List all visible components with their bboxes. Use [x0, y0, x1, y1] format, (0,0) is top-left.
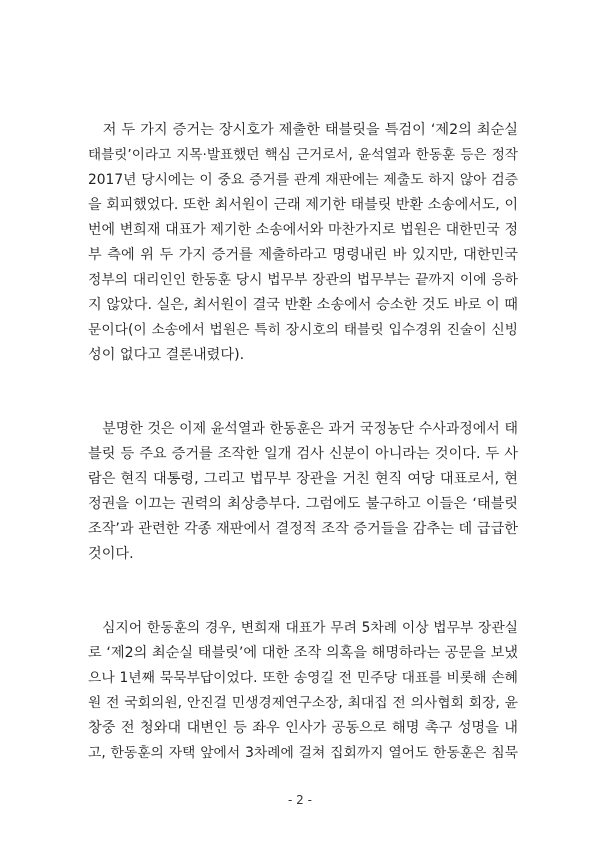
text-line: 고, 한동훈의 자택 앞에서 3차례에 걸쳐 집회까지 열어도 한동훈은 침묵 [88, 745, 518, 761]
text-line: 원 전 국회의원, 안진걸 민생경제연구소장, 최대집 전 의사협회 회장, 윤 [88, 695, 518, 711]
body-text [88, 118, 518, 766]
page-number: - 2 - [288, 793, 312, 807]
text-line: 2017년 당시에는 이 중요 증거를 관계 재판에는 제출도 하지 않아 검증 [88, 172, 518, 188]
text-line: 부 측에 위 두 가지 증거를 제출하라고 명령내린 바 있지만, 대한민국 [88, 247, 518, 263]
text-line: 지 않았다. 실은, 최서원이 결국 반환 소송에서 승소한 것도 바로 이 때 [88, 297, 518, 313]
text-line: 분명한 것은 이제 윤석열과 한동훈은 과거 국정농단 수사과정에서 태 [88, 421, 518, 437]
text-line: 람은 현직 대통령, 그리고 법무부 장관을 거친 현직 여당 대표로서, 현 [88, 471, 518, 487]
text-line: 저 두 가지 증거는 장시호가 제출한 태블릿을 특검이 ‘제2의 최순실 [88, 122, 518, 138]
paragraph-3 [88, 616, 518, 766]
text-line: 태블릿’이라고 지목·발표했던 핵심 근거로서, 윤석열과 한동훈 등은 정작 [88, 147, 518, 163]
text-line: 블릿 등 주요 증거를 조작한 일개 검사 신분이 아니라는 것이다. 두 사 [88, 446, 518, 462]
paragraph-spacer [88, 567, 518, 616]
paragraph-2 [88, 417, 518, 567]
text-line: 심지어 한동훈의 경우, 변희재 대표가 무려 5차례 이상 법무부 장관실 [88, 620, 518, 636]
text-line: 정권을 이끄는 권력의 최상층부다. 그럼에도 불구하고 이들은 ‘태블릿 [88, 496, 518, 512]
text-line: 창중 전 청와대 대변인 등 좌우 인사가 공동으로 해명 촉구 성명을 내 [88, 720, 518, 736]
text-line: 으나 1년째 묵묵부답이었다. 또한 송영길 전 민주당 대표를 비롯해 손혜 [88, 670, 518, 686]
text-line: 것이다. [88, 546, 134, 562]
paragraph-spacer [88, 368, 518, 417]
text-line: 문이다(이 소송에서 법원은 특히 장시호의 태블릿 입수경위 진술이 신빙 [88, 322, 518, 338]
text-line: 을 회피했었다. 또한 최서원이 근래 제기한 태블릿 반환 소송에서도, 이 [88, 197, 518, 213]
text-line: 정부의 대리인인 한동훈 당시 법무부 장관의 법무부는 끝까지 이에 응하 [88, 272, 518, 288]
text-line: 성이 없다고 결론내렸다). [88, 347, 245, 363]
text-line: 번에 변희재 대표가 제기한 소송에서와 마찬가지로 법원은 대한민국 정 [88, 222, 518, 238]
text-line: 조작’과 관련한 각종 재판에서 결정적 조작 증거들을 감추는 데 급급한 [88, 521, 518, 537]
text-line: 로 ‘제2의 최순실 태블릿’에 대한 조작 의혹을 해명하라는 공문을 보냈 [88, 645, 518, 661]
paragraph-1 [88, 118, 518, 368]
